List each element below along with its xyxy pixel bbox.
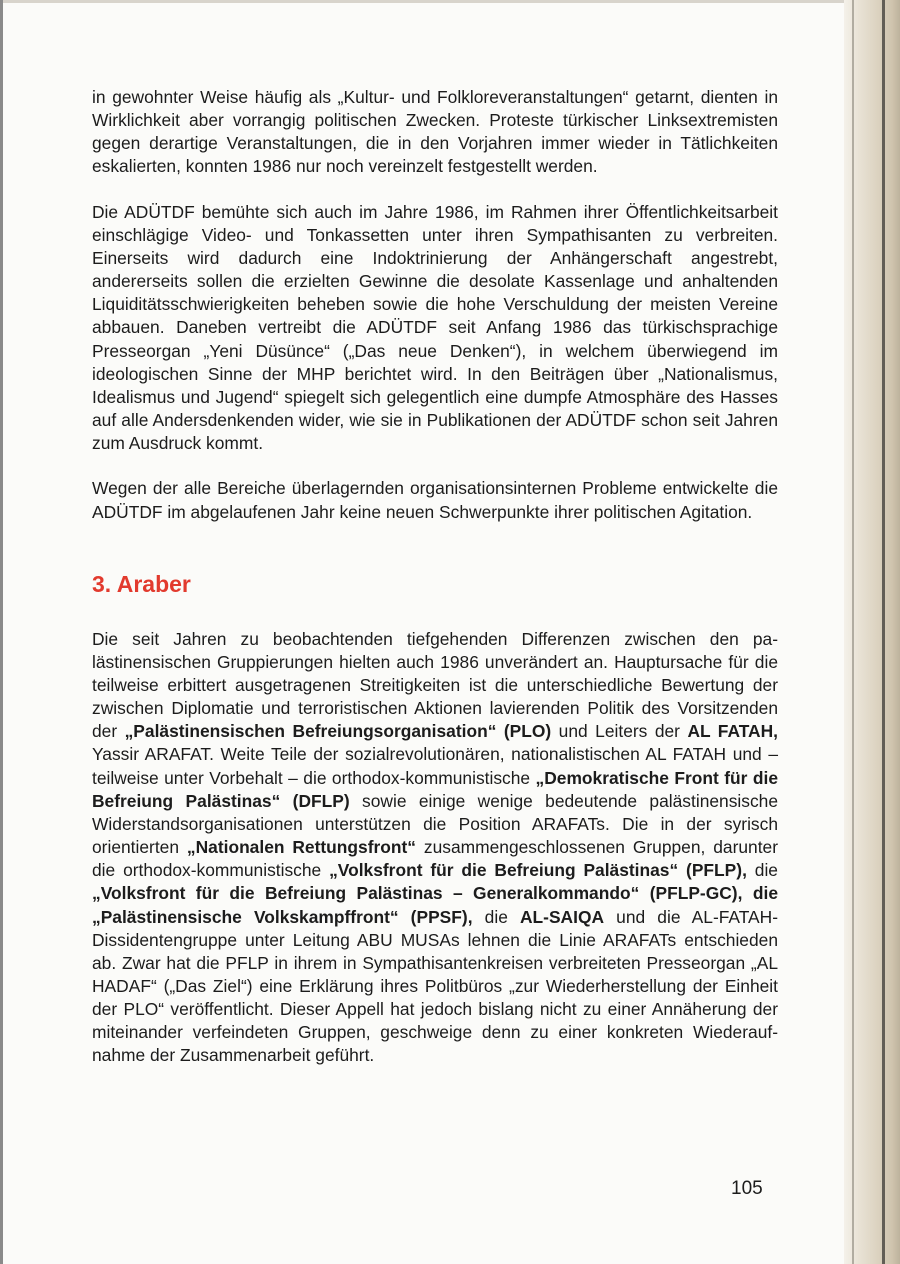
bold-term: AL-SAIQA xyxy=(519,906,605,927)
text-run: die xyxy=(746,860,778,881)
text-run: und die AL-FATAH-Dissidentengruppe unter Leitung ABU MUSAs lehnen die Linie ARAFATs entschieden ab. Zwar hat die PFLP in ihrem in Sympathisantenkreisen verbreiteten Presseorgan „AL HADAF“ („Das Ziel“) eine Erklärung ihres Politbüros „zur Wiederherstellung der Einheit der PLO“ veröffentlicht. Dieser Appell hat jedoch bislang nicht zu einer Annäherung der miteinander verfeindeten Gruppen, geschweige denn zu einer konkreten Wiederaufnahme der Zusammenarbeit geführt. xyxy=(92,906,778,1066)
spine-line xyxy=(852,0,854,1264)
text-run: Die seit Jahren zu beobachtenden tiefgehenden Differenzen zwischen den palästinensischen Gruppierungen hielten auch 1986 unverändert an. Hauptursache für die teilweise erbittert ausgetragenen Streitigkeiten ist die unterschiedliche Bewertung der zwischen Diplomatie und terroristischen Aktionen lavierenden Politik des Vorsitzenden der xyxy=(92,628,778,742)
text-run xyxy=(742,883,752,903)
text-run: die xyxy=(472,906,520,927)
page-body xyxy=(92,86,778,1068)
bold-term: „Nationalen Rettungsfront“ xyxy=(186,837,417,858)
paragraph xyxy=(92,86,778,179)
text-run: in gewohnter Weise häufig als „Kultur- und Folkloreveranstaltungen“ getarnt, dienten in Wirklichkeit aber vorrangig politischen Zwecken. Proteste türkischer Linksextremisten gegen derartige Veranstaltungen, die in den Vorjahren immer wieder in Tätlichkeiten eskalierten, konnten 1986 nur noch vereinzelt festgestellt werden. xyxy=(92,87,778,177)
bold-term: „Palästinensischen Befreiungsorganisation“ (PLO) xyxy=(124,721,552,742)
paragraph xyxy=(92,477,778,523)
page-number: 105 xyxy=(731,1178,763,1199)
bold-term: AL FATAH, xyxy=(687,721,779,742)
section-arab-text xyxy=(92,628,778,1068)
book-spine-edge xyxy=(844,0,900,1264)
text-run: sowie einige wenige bedeutende palästinensische Widerstandsorganisationen unterstützen die Position ARAFATs. Die in der syrisch orientierten xyxy=(92,790,779,858)
section-turkish-text xyxy=(92,86,778,524)
scan-top-edge xyxy=(0,0,900,3)
scan-left-edge xyxy=(0,0,3,1264)
text-run: Yassir ARAFAT. Weite Teile der sozialrevolutionären, nationalistischen AL FATAH und – teilweise unter Vorbehalt – die orthodox-kommunistische xyxy=(92,744,778,788)
bold-term: „Demokratische Front für die Befreiung Palästinas“ (DFLP) xyxy=(92,767,778,811)
text-run: Wegen der alle Bereiche überlagernden organisationsinternen Probleme entwickelte die ADÜTDF im abgelaufenen Jahr keine neuen Schwerpunkte ihrer politischen Agitation. xyxy=(92,478,778,522)
bold-term: die „Palästinensische Volkskampffront“ (PPSF), xyxy=(92,883,778,927)
bold-term: „Volksfront für die Befreiung Palästinas – Generalkommando“ (PFLP-GC), xyxy=(92,883,743,904)
spine-line xyxy=(882,0,885,1264)
paragraph xyxy=(92,201,778,456)
text-run: zusammengeschlossenen Gruppen, darunter die orthodox-kommunistische xyxy=(92,837,778,881)
paragraph xyxy=(92,628,778,1068)
text-run: und Leiters der xyxy=(551,721,688,742)
section-heading: 3. Araber xyxy=(92,570,191,597)
bold-term: „Volksfront für die Befreiung Palästinas“ (PFLP), xyxy=(329,860,747,881)
text-run: Die ADÜTDF bemühte sich auch im Jahre 1986, im Rahmen ihrer Öffentlichkeitsarbeit einschlägige Video- und Tonkassetten unter ihren Sympathisanten zu verbreiten. Einerseits wird dadurch eine Indoktrinierung der Anhängerschaft angestrebt, andererseits sollen die erzielten Gewinne die desolate Kassenlage und anhaltenden Liquiditätsschwierigkeiten beheben sowie die hohe Verschuldung der meisten Vereine abbauen. Daneben vertreibt die ADÜTDF seit Anfang 1986 das türkischsprachige Presseorgan „Yeni Düsünce“ („Das neue Denken“), in welchem überwiegend im ideologischen Sinne der MHP berichtet wird. In den Beiträgen über „Nationalismus, Idealismus und Jugend“ spiegelt sich gelegentlich eine dumpfe Atmosphäre des Hasses auf alle Andersdenkenden wider, wie sie in Publikationen der ADÜTDF schon seit Jahren zum Ausdruck kommt. xyxy=(92,201,778,454)
